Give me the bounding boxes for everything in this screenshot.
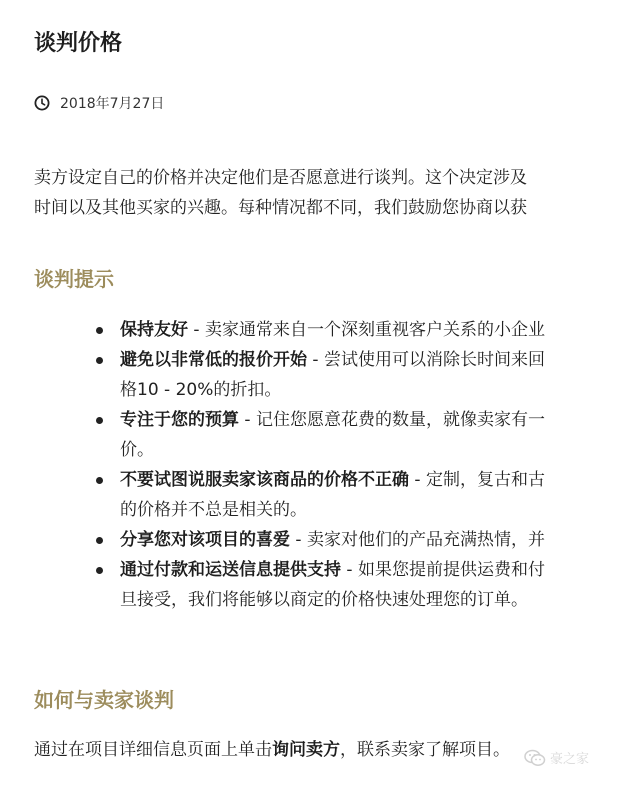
publish-date: 2018年7月27日 [60,96,165,112]
tip-text-continued: 价。 [120,440,154,460]
tip-item-be-friendly [0,315,640,345]
ask-seller-bold: 询问卖方 [272,740,340,760]
tip-text: - 定制，复古和古 [409,470,545,490]
page-title: 谈判价格 [34,31,123,56]
tip-text: - 记住您愿意花费的数量，就像卖家有一 [239,410,545,430]
intro-paragraph [34,163,527,223]
intro-line-1: 卖方设定自己的价格并决定他们是否愿意进行谈判。这个决定涉及 [34,168,527,188]
tip-item-share-love [0,525,640,555]
tip-text-continued: 格10 - 20%的折扣。 [120,380,282,400]
bullet-icon [96,537,103,544]
tip-title: 通过付款和运送信息提供支持 [120,560,341,580]
tip-item-dont-argue-price [0,465,640,525]
tip-title: 不要试图说服卖家该商品的价格不正确 [120,470,409,490]
tip-text-continued: 的价格并不总是相关的。 [120,500,307,520]
wechat-icon [524,749,546,767]
bullet-icon [96,417,103,424]
watermark-text: 豪之家 [550,752,590,767]
intro-line-2: 时间以及其他买家的兴趣。每种情况都不同，我们鼓励您协商以获 [34,198,527,218]
tip-title: 分享您对该项目的喜爱 [120,530,290,550]
how-to-negotiate-heading: 如何与卖家谈判 [34,688,174,712]
tip-text: - 卖家通常来自一个深刻重视客户关系的小企业 [188,320,545,340]
watermark [524,748,589,767]
tips-heading: 谈判提示 [34,267,114,291]
clock-icon [34,95,50,111]
tip-title: 专注于您的预算 [120,410,239,430]
publish-date-row [34,92,164,114]
tip-text: - 如果您提前提供运费和付 [341,560,545,580]
tip-item-focus-budget [0,405,640,465]
tip-text: - 尝试使用可以消除长时间来回 [307,350,545,370]
bullet-icon [96,567,103,574]
how-to-paragraph [34,735,510,765]
tip-title: 避免以非常低的报价开始 [120,350,307,370]
how-text-after: ，联系卖家了解项目。 [340,740,510,760]
bullet-icon [96,327,103,334]
tip-item-avoid-lowball [0,345,640,405]
bullet-icon [96,357,103,364]
tips-list [0,315,640,615]
bullet-icon [96,477,103,484]
tip-item-payment-shipping [0,555,640,615]
tip-text: - 卖家对他们的产品充满热情，并 [290,530,545,550]
how-text-before: 通过在项目详细信息页面上单击 [34,740,272,760]
tip-text-continued: 旦接受，我们将能够以商定的价格快速处理您的订单。 [120,590,528,610]
tip-title: 保持友好 [120,320,188,340]
